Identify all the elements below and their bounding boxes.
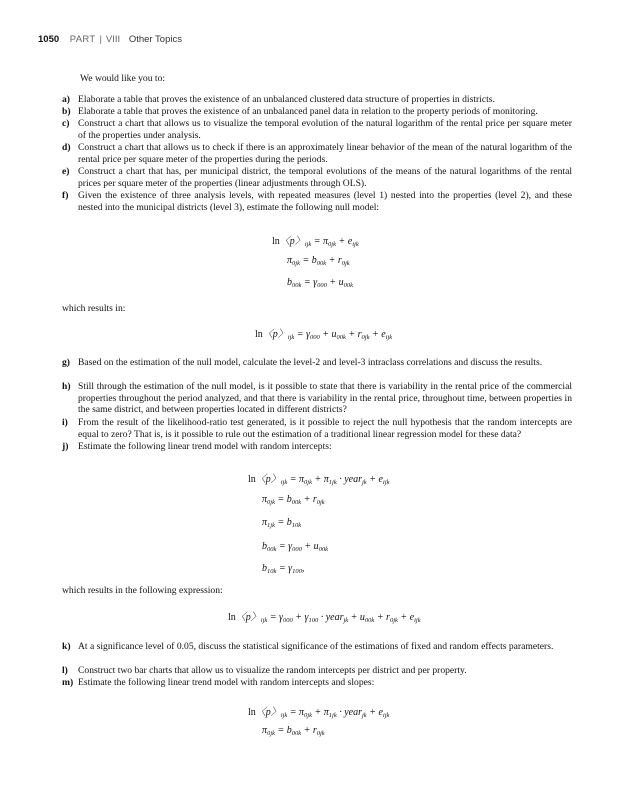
equation-j4: $b_{00k} = \gamma_{000} + u_{00k}$ [262, 541, 328, 553]
intro-text: We would like you to: [80, 73, 166, 84]
equation-j1: ln〈p〉$_{ijk} = \pi_{0jk} + \pi_{1jk}$ · year$_{jk}$ + $e_{ijk}$ [248, 474, 390, 486]
chapter-title: Other Topics [128, 34, 182, 45]
page-number: 1050 [38, 34, 60, 45]
equation-f2: $\pi_{0jk} = b_{00k} + r_{0jk}$ [287, 255, 350, 267]
equation-j5: $b_{10k} = \gamma_{100}$, [262, 563, 305, 575]
exercise-item-g: g) Based on the estimation of the null model, calculate the level-2 and level-3 intraclass correlations and discuss the results. [62, 357, 543, 368]
equation-m1: ln〈p〉$_{ijk} = \pi_{0jk} + \pi_{1jk}$ · year$_{jk}$ + $e_{ijk}$ [248, 707, 390, 719]
running-header [38, 34, 182, 45]
exercise-item-b: b) Elaborate a table that proves the existence of an unbalanced panel data in relation to the property periods of monitoring. [62, 106, 538, 117]
exercise-item-c: c) Construct a chart that allows us to visualize the temporal evolution of the natural logarithm of the rental price per square meter of the properties under analysis. [62, 118, 572, 141]
exercise-item-l: l) Construct two bar charts that allow us to visualize the random intercepts per district and per property. [62, 665, 467, 676]
equation-j-result: ln〈p〉$_{ijk} = \gamma_{000} + \gamma_{100}$ · year$_{jk}$ + $u_{00k} + r_{0jk} + e_{ijk}$ [228, 612, 421, 624]
exercise-item-e: e) Construct a chart that has, per municipal district, the temporal evolutions of the means of the natural logarithms of the rental prices per square meter of the properties (linear adjustments through OLS). [62, 166, 572, 189]
exercise-item-a: a) Elaborate a table that proves the existence of an unbalanced clustered data structure of properties in districts. [62, 94, 495, 105]
part-label: PART [69, 34, 96, 45]
exercise-item-j: j) Estimate the following linear trend model with random intercepts: [62, 441, 332, 452]
part-number: VIII [105, 34, 121, 45]
exercise-item-h: h) Still through the estimation of the null model, is it possible to state that there is variability in the rental price of the commercial properties throughout the period analyzed, and that there is variability in the rental price, throughout time, between properties in the same district, and between properties located in different districts? [62, 381, 572, 416]
exercise-item-k: k) At a significance level of 0.05, discuss the statistical significance of the estimations of fixed and random effects parameters. [62, 641, 554, 652]
exercise-item-m: m) Estimate the following linear trend model with random intercepts and slopes: [62, 677, 375, 688]
equation-f-result: ln〈p〉$_{ijk} = \gamma_{000} + u_{00k} + r_{0jk} + e_{ijk}$ [255, 329, 393, 341]
exercise-item-f: f) Given the existence of three analysis levels, with repeated measures (level 1) nested into the properties (level 2), and these nested into the municipal districts (level 3), estimate the following null model: [62, 190, 572, 213]
equation-f1: ln〈p〉$_{ijk} = \pi_{0jk} + e_{ijk}$ [272, 236, 359, 248]
which-results-expression-text: which results in the following expression: [62, 585, 223, 596]
header-separator: | [99, 34, 102, 45]
exercise-item-d: d) Construct a chart that allows us to check if there is an approximately linear behavior of the mean of the natural logarithm of the rental price per square meter of the properties during the periods. [62, 142, 572, 165]
which-results-text: which results in: [62, 303, 126, 314]
equation-m2: $\pi_{0jk} = b_{00k} + r_{0jk}$ [262, 725, 325, 737]
equation-j2: $\pi_{0jk} = b_{00k} + r_{0jk}$ [262, 494, 325, 506]
equation-j3: $\pi_{1jk} = b_{10k}$ [262, 517, 302, 529]
equation-f3: $b_{00k} = \gamma_{000} + u_{00k}$ [287, 277, 353, 289]
exercise-item-i: i) From the result of the likelihood-ratio test generated, is it possible to reject the null hypothesis that the random intercepts are equal to zero? That is, is it possible to rule out the estimation of a traditional linear regression model for these data? [62, 417, 572, 440]
